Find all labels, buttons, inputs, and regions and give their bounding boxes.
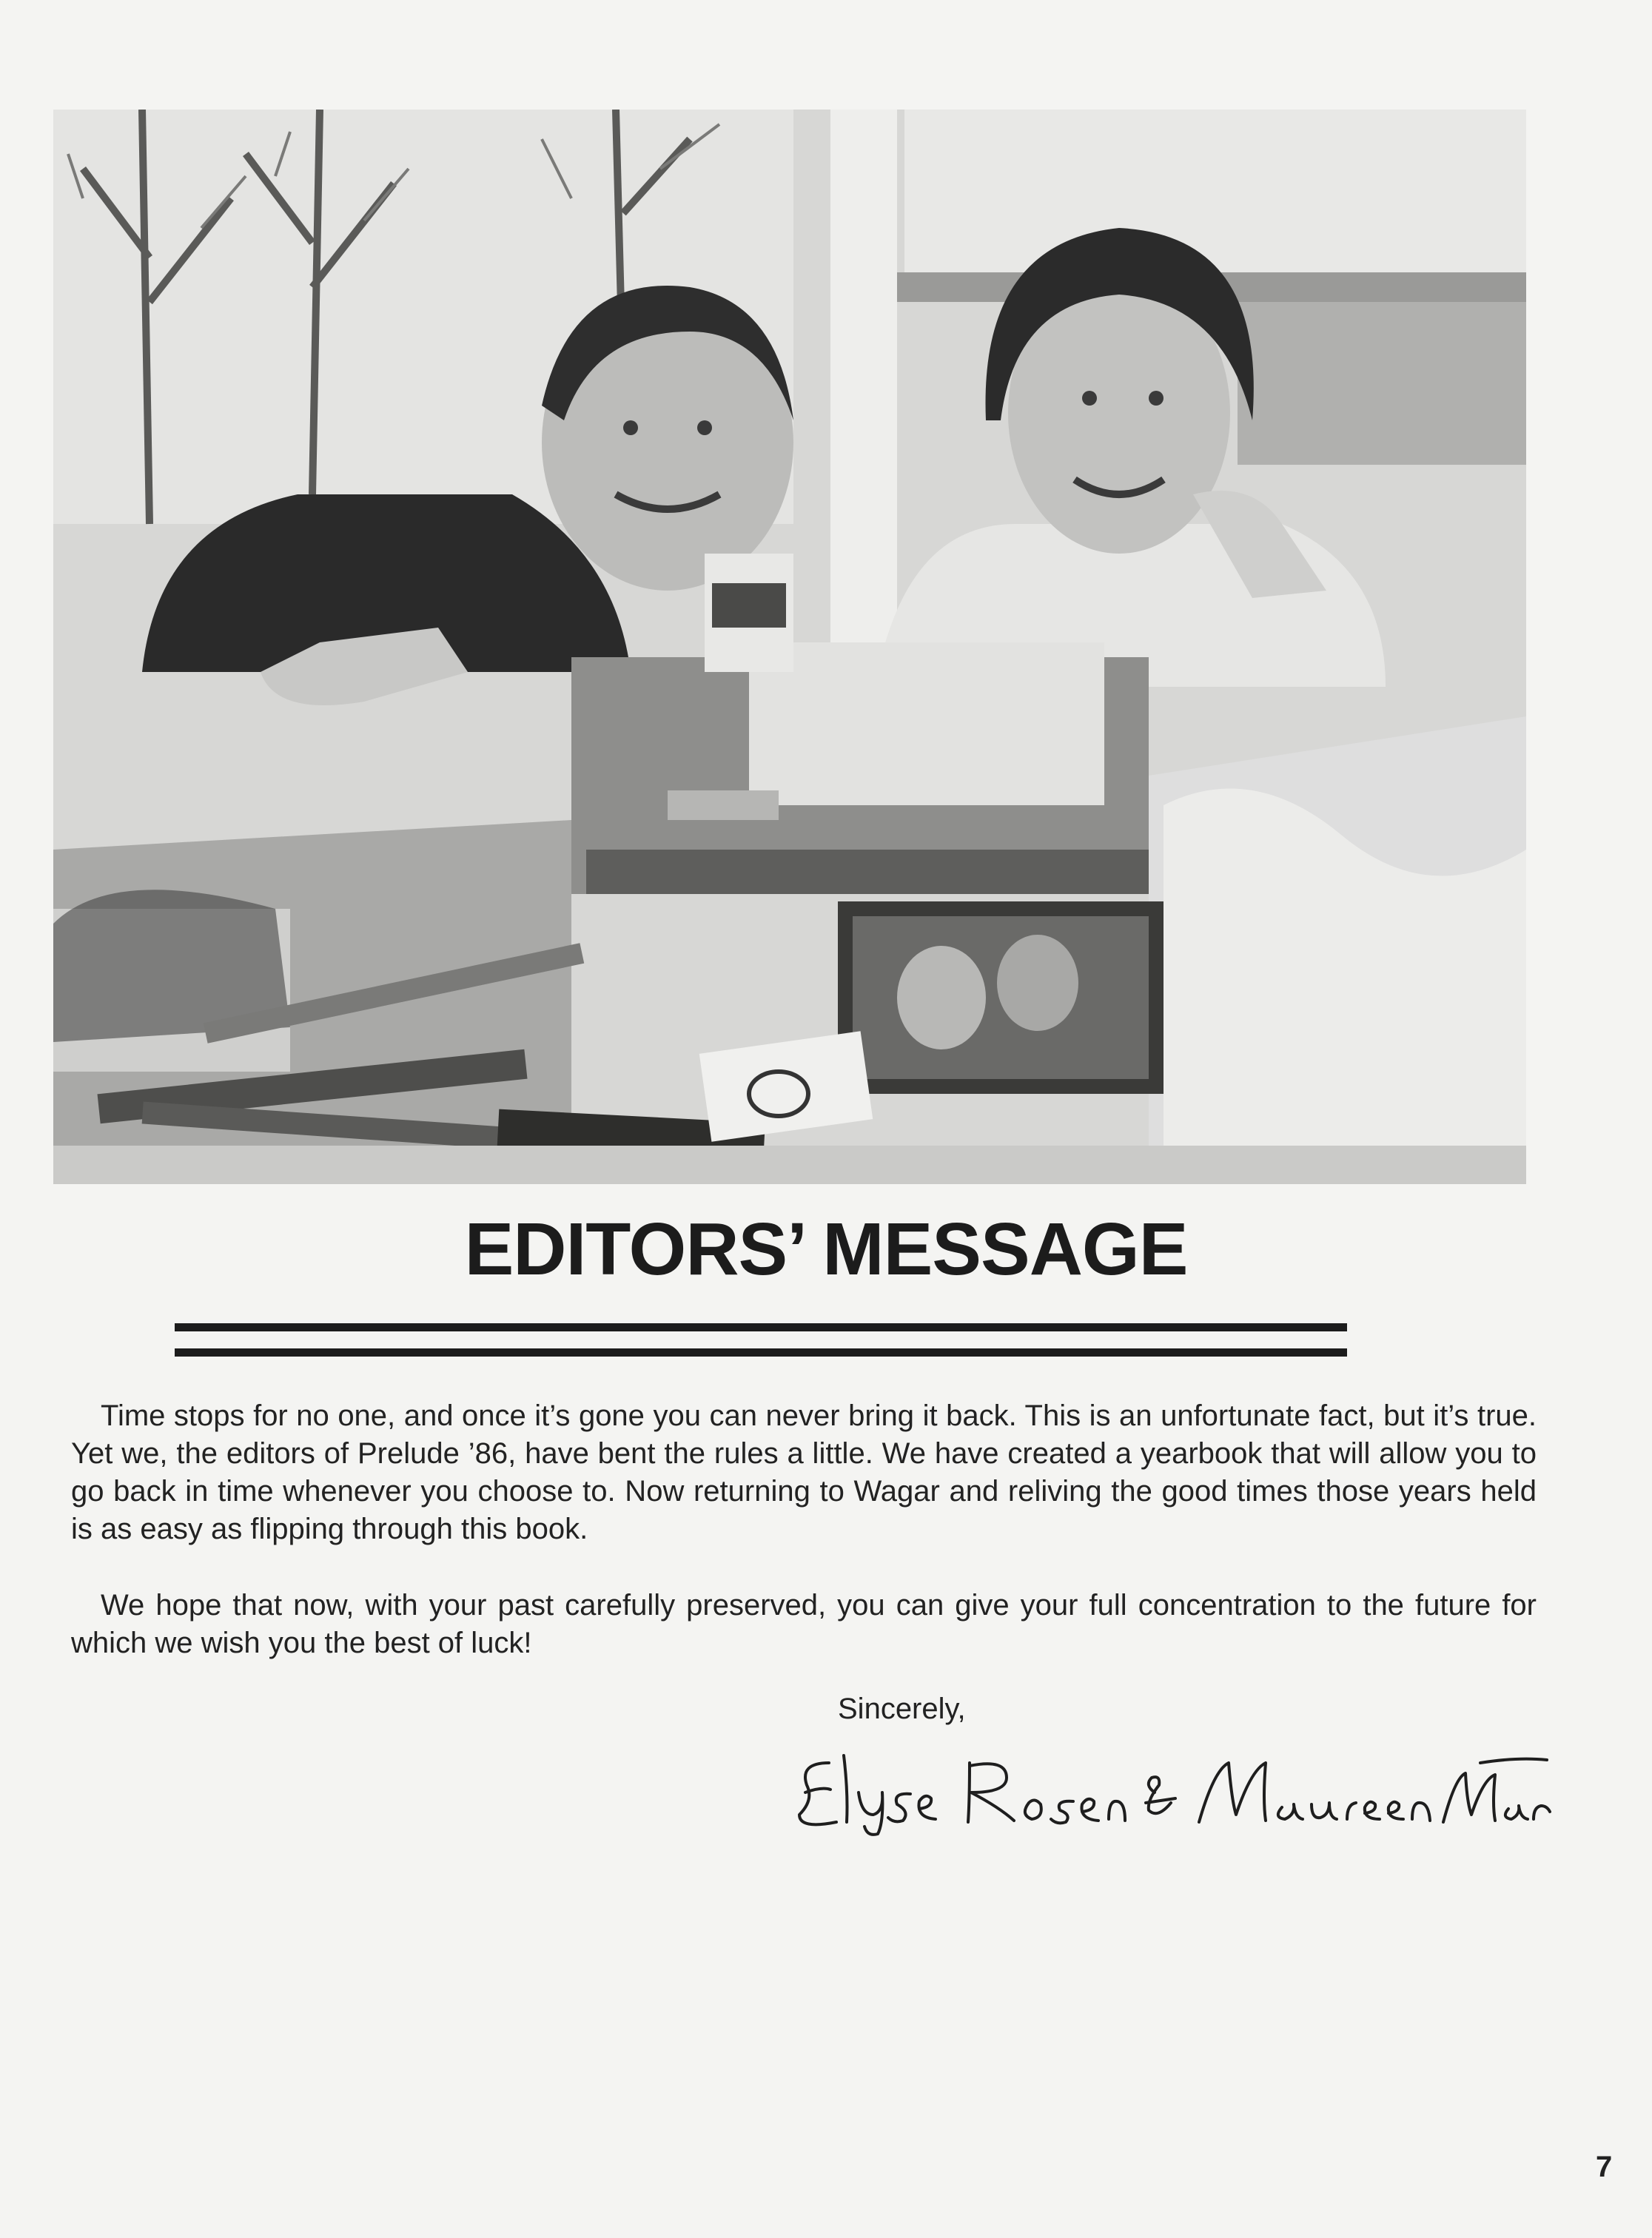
closing-text: Sincerely, [838,1693,966,1725]
page-title: EDITORS’ MESSAGE [464,1208,1188,1291]
page-number: 7 [1596,2151,1613,2183]
title-rule-bottom [175,1348,1347,1357]
message-paragraph-1: Time stops for no one, and once it’s gone you can never bring it back. This is an unfortunate fact, but it’s true. Yet we, the editors of Prelude ’86, have bent the rules a little. We have created a yearbook that will allow you to go back in time whenever you choose to. Now returning to Wagar and reliving the good times those years held is as easy as flipping through this book. [71,1399,1537,1545]
handwritten-signature [785,1741,1554,1837]
editors-photo [53,110,1526,1184]
message-body [71,1397,1537,1701]
signature-drawing [785,1741,1554,1837]
title-rule-top [175,1323,1347,1331]
message-paragraph-2: We hope that now, with your past carefully preserved, you can give your full concentration to the future for which we wish you the best of luck! [71,1589,1537,1659]
photo-illustration [53,110,1526,1184]
